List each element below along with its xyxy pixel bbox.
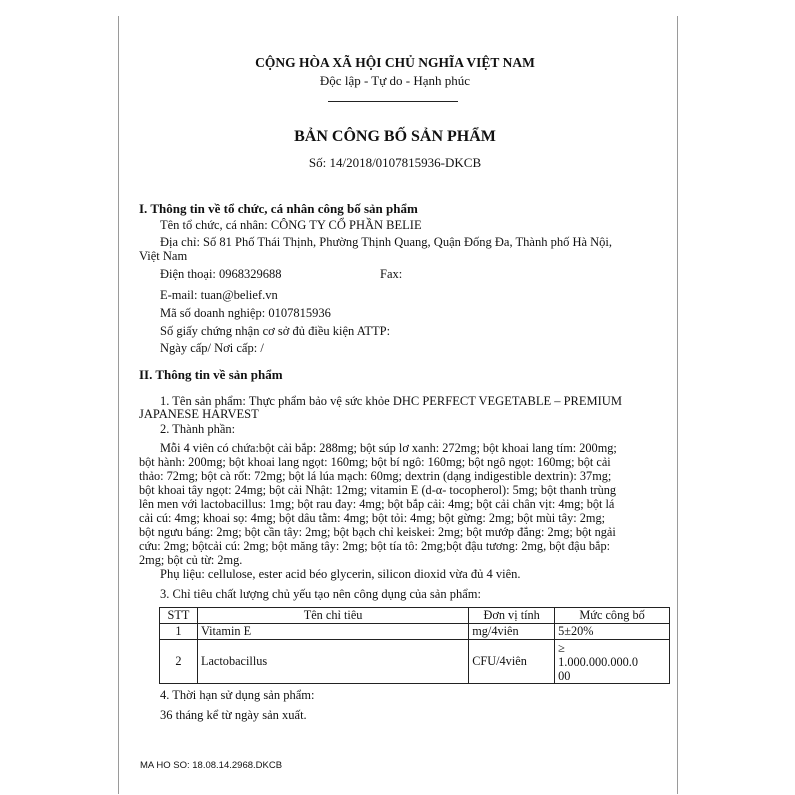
name-cell: Lactobacillus — [197, 640, 468, 684]
fax: Fax: — [380, 267, 403, 281]
excipients: Phụ liệu: cellulose, ester acid béo glycerin, silicon dioxid vừa đủ 4 viên. — [160, 567, 521, 581]
unit-cell: CFU/4viên — [469, 640, 555, 684]
level-cell: 5±20% — [555, 624, 670, 640]
quality-table — [159, 607, 670, 684]
ingredients-line: thảo: 72mg; bột cà rốt: 72mg; bột lá lúa mạch: 60mg; dextrin (dạng indigestible dextrin): 37mg; — [139, 469, 612, 483]
ingredients-line: cứu: 2mg; bộtcải cú: 2mg; bột măng tây: 2mg; bột tía tô: 2mg;bột đậu tương: 2mg, bột đậu bắp: — [139, 539, 611, 553]
product-name-line-2: JAPANESE HARVEST — [139, 407, 259, 421]
file-code: MA HO SO: 18.08.14.2968.DKCB — [140, 760, 283, 771]
section2-heading: II. Thông tin về sản phẩm — [139, 367, 283, 382]
section1-heading: I. Thông tin về tổ chức, cá nhân công bố sản phẩm — [139, 201, 418, 216]
level-line: 1.000.000.000.0 — [558, 654, 639, 669]
level-line: 00 — [558, 668, 571, 683]
header-cell: STT — [160, 608, 198, 624]
table-header-row — [160, 608, 670, 624]
stt-cell: 1 — [160, 624, 198, 640]
ingredients-line: cải cú: 4mg; khoai sọ: 4mg; bột dâu tằm: 4mg; bột tỏi: 4mg; bột gừng: 2mg; bột mùi tây: 2mg; — [139, 511, 606, 525]
unit-cell: mg/4viên — [469, 624, 555, 640]
business-code: Mã số doanh nghiệp: 0107815936 — [160, 306, 331, 320]
shelf-life: 36 tháng kể từ ngày sản xuất. — [160, 708, 307, 722]
certificate-number: Số giấy chứng nhận cơ sở đủ điều kiện ATTP: — [160, 324, 391, 338]
document-number: Số: 14/2018/0107815936-DKCB — [308, 155, 482, 170]
ingredients-line: Mỗi 4 viên có chứa:bột cải bắp: 288mg; bột súp lơ xanh: 272mg; bột khoai lang tím: 200mg; — [160, 441, 617, 455]
ingredients-line: lên men với lactobacillus: 1mg; bột rau đay: 4mg; bột bắp cải: 4mg; bột cải chân vịt: 4mg; bột lá — [139, 497, 615, 511]
table-row — [160, 640, 670, 684]
address-line-1: Địa chỉ: Số 81 Phố Thái Thịnh, Phường Thịnh Quang, Quận Đống Đa, Thành phố Hà Nội, — [160, 235, 613, 249]
email: E-mail: tuan@belief.vn — [160, 288, 278, 302]
header-cell: Đơn vị tính — [469, 608, 555, 624]
header-cell: Tên chỉ tiêu — [197, 608, 468, 624]
document-title: BẢN CÔNG BỐ SẢN PHẨM — [294, 128, 496, 145]
quality-heading: 3. Chỉ tiêu chất lượng chủ yếu tạo nên công dụng của sản phẩm: — [160, 587, 481, 601]
motto: Độc lập - Tự do - Hạnh phúc — [319, 73, 471, 88]
phone: Điện thoại: 0968329688 — [160, 267, 282, 281]
ingredients-line: bột khoai tây ngọt: 24mg; bột cải Nhật: 12mg; vitamin E (d-α- tocopherol): 5mg; bột thanh trùng — [139, 483, 617, 497]
shelf-life-heading: 4. Thời hạn sử dụng sản phẩm: — [160, 688, 315, 702]
address-line-2: Việt Nam — [139, 249, 188, 263]
ingredients-line: bột hành: 200mg; bột khoai lang ngọt: 160mg; bột bí ngô: 160mg; bột ngô ngọt: 160mg; bột cải — [139, 455, 611, 469]
stt-cell: 2 — [160, 640, 198, 684]
level-line: ≥ — [558, 640, 565, 655]
ingredients-line: bột ngưu báng: 2mg; bột cần tây: 2mg; bột bạch chỉ keiskei: 2mg; bột mướp đắng: 2mg; bột ngải — [139, 525, 616, 539]
organization-name: Tên tổ chức, cá nhân: CÔNG TY CỔ PHẦN BELIE — [160, 218, 422, 232]
level-cell — [555, 640, 670, 684]
issue-date-place: Ngày cấp/ Nơi cấp: / — [160, 341, 264, 355]
header-cell: Mức công bố — [555, 608, 670, 624]
country-name: CỘNG HÒA XÃ HỘI CHỦ NGHĨA VIỆT NAM — [255, 55, 535, 70]
name-cell: Vitamin E — [197, 624, 468, 640]
ingredients-line: 2mg; bột củ từ: 2mg. — [139, 553, 243, 567]
motto-underline — [328, 101, 458, 102]
ingredients-heading: 2. Thành phần: — [160, 422, 236, 436]
product-name-line-1: 1. Tên sản phẩm: Thực phẩm bảo vệ sức khỏe DHC PERFECT VEGETABLE – PREMIUM — [160, 394, 622, 408]
table-row — [160, 624, 670, 640]
